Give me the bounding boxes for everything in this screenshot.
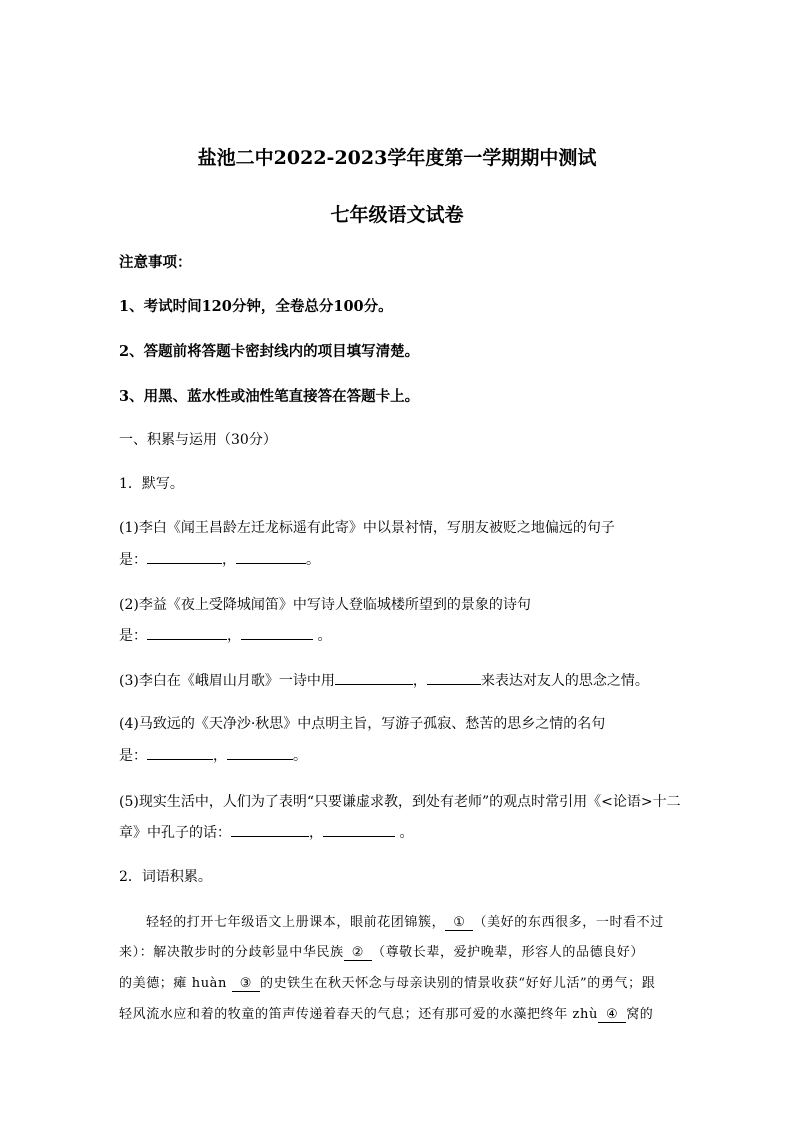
- q1-item-3-end: 来表达对友人的思念之情。: [480, 673, 649, 689]
- passage-text: 的史铁生在秋天怀念与母亲诀别的情景收获“好好儿活”的勇气；跟: [260, 976, 656, 991]
- note-item-1: 1、考试时间120分钟，全卷总分100分。: [119, 298, 393, 315]
- q1-item-3-sep: ，: [412, 673, 427, 689]
- q1-item-2-end: 。: [313, 628, 332, 644]
- passage-line-1: [146, 911, 664, 931]
- passage-blank-2[interactable]: ②: [344, 946, 372, 961]
- note-item-2: 2、答题前将答题卡密封线内的项目填写清楚。: [119, 343, 420, 360]
- q1-item-1-prompt: (1)李白《闻王昌龄左迁龙标遥有此寄》中以景衬情，写朋友被贬之地偏远的句子: [119, 520, 615, 536]
- answer-blank[interactable]: [323, 823, 395, 837]
- q1-item-1-sep: ，: [222, 552, 236, 568]
- passage-text: 来）：解决散步时的分歧彰显中华民族: [119, 945, 344, 960]
- answer-blank[interactable]: [231, 823, 309, 837]
- q1-item-1-end: 。: [306, 552, 320, 568]
- answer-blank[interactable]: [147, 550, 222, 564]
- q1-item-4-answer-line: [119, 745, 307, 765]
- q1-item-2-sep: ，: [227, 628, 241, 644]
- passage-text: 的美德；瘫 huàn: [119, 976, 232, 991]
- passage-line-4: [119, 1003, 653, 1023]
- exam-subtitle: 七年级语文试卷: [330, 204, 464, 226]
- answer-blank[interactable]: [147, 626, 227, 640]
- passage-blank-1[interactable]: ①: [445, 916, 473, 931]
- q1-item-5-end: 。: [395, 825, 414, 841]
- answer-blank[interactable]: [427, 671, 481, 685]
- q1-item-5-answer-line: [119, 822, 413, 842]
- note-item-3: 3、用黑、蓝水性或油性笔直接答在答题卡上。: [119, 388, 420, 405]
- answer-blank[interactable]: [227, 746, 293, 760]
- q1-item-3-prefix: (3)李白在《峨眉山月歌》一诗中用: [119, 673, 335, 689]
- passage-text: 轻风流水应和着的牧童的笛声传递着春天的气息；还有那可爱的水藻把终年 zhù: [119, 1007, 598, 1022]
- q1-item-4-sep: ，: [213, 748, 227, 764]
- section-heading: 一、积累与运用（30分）: [119, 432, 277, 448]
- q1-item-1-answer-line: [119, 549, 320, 569]
- q1-item-2-answer-line: [119, 625, 331, 645]
- q1-item-1-prefix: 是：: [119, 552, 147, 568]
- question-1-label: 1．默写。: [119, 476, 184, 492]
- passage-text: 窝的: [626, 1007, 654, 1022]
- q1-item-5-prefix: 章》中孔子的话：: [119, 825, 231, 841]
- answer-blank[interactable]: [147, 746, 213, 760]
- q1-item-4-end: 。: [293, 748, 307, 764]
- answer-blank[interactable]: [236, 550, 306, 564]
- q1-item-2-prompt: (2)李益《夜上受降城闻笛》中写诗人登临城楼所望到的景象的诗句: [119, 597, 531, 613]
- passage-blank-3[interactable]: ③: [232, 977, 260, 992]
- passage-text: 轻轻的打开七年级语文上册课本，眼前花团锦簇，: [146, 915, 446, 930]
- answer-blank[interactable]: [335, 671, 413, 685]
- q1-item-4-prefix: 是：: [119, 748, 147, 764]
- q1-item-4-prompt: (4)马致远的《天净沙·秋思》中点明主旨，写游子孤寂、愁苦的思乡之情的名句: [119, 716, 606, 732]
- passage-text: （尊敬长辈，爱护晚辈，形容人的品德良好）: [371, 945, 644, 960]
- passage-line-3: [119, 972, 655, 992]
- q1-item-5-sep: ，: [309, 825, 323, 841]
- exam-title: 盐池二中2022-2023学年度第一学期期中测试: [197, 147, 597, 169]
- notes-heading: 注意事项：: [119, 254, 192, 271]
- passage-line-2: [119, 941, 644, 961]
- answer-blank[interactable]: [241, 626, 313, 640]
- q1-item-3-line: [119, 670, 649, 690]
- q1-item-2-prefix: 是：: [119, 628, 147, 644]
- q1-item-5-prompt: (5)现实生活中，人们为了表明“只要谦虚求教，到处有老师”的观点时常引用《<论语>十二: [119, 794, 681, 810]
- question-2-label: 2．词语积累。: [119, 869, 212, 885]
- passage-blank-4[interactable]: ④: [598, 1008, 626, 1023]
- passage-text: （美好的东西很多，一时看不过: [473, 915, 664, 930]
